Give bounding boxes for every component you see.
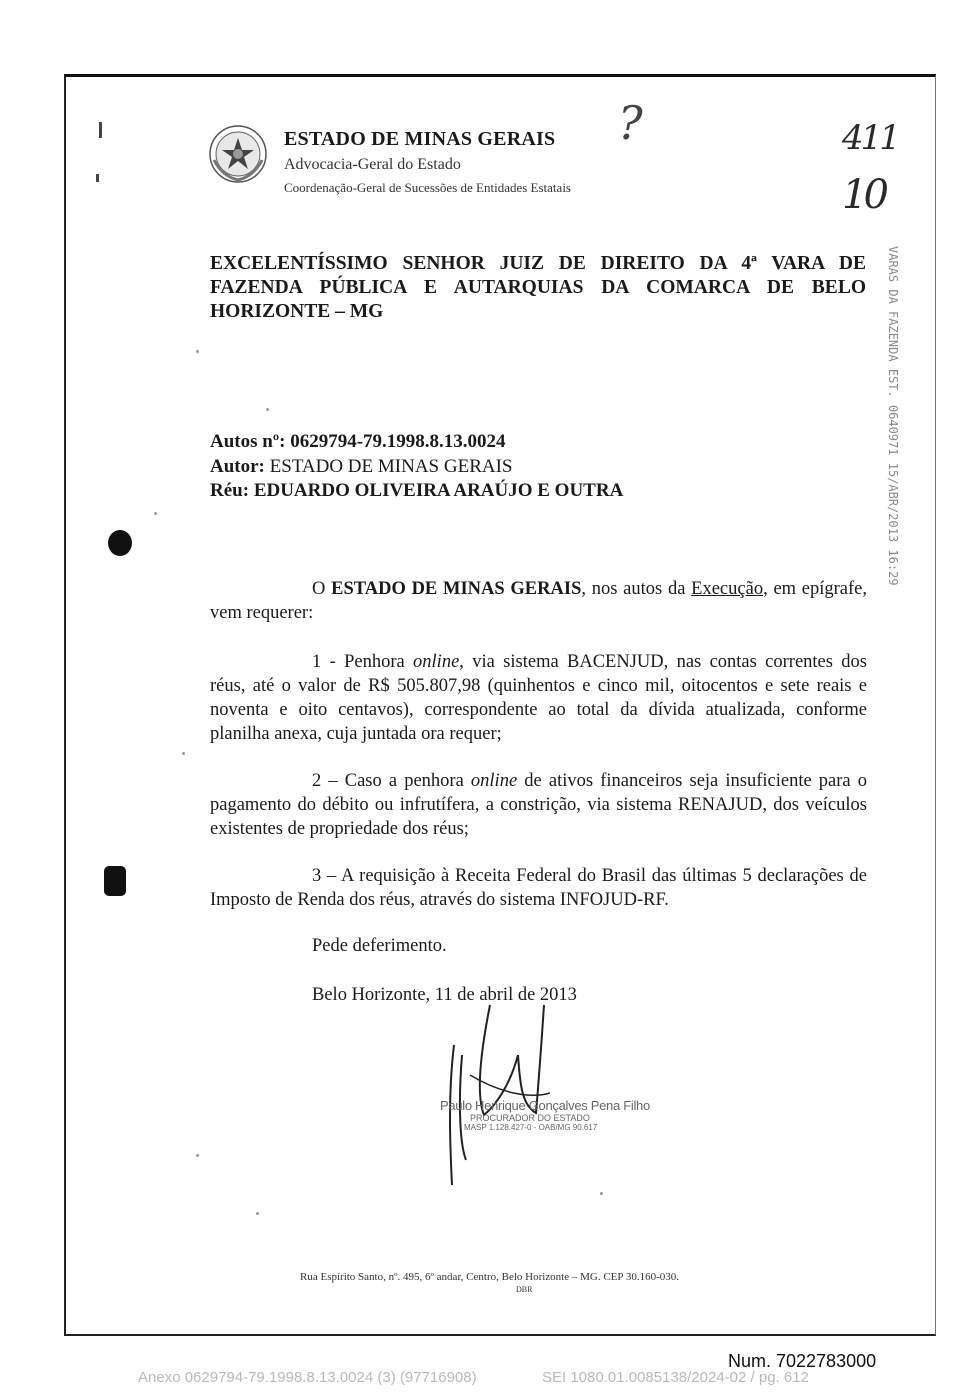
scan-speck [256,1212,259,1215]
signature-stamp [440,1098,650,1132]
handwritten-question-mark: ? [618,96,643,150]
signatory-name: Paulo Henrique Gonçalves Pena Filho [440,1098,650,1113]
closing-request: Pede deferimento. [312,936,447,956]
document-number: Num. 7022783000 [728,1351,877,1371]
plaintiff-row [210,455,623,480]
case-number-row [210,430,623,455]
case-number-label: Autos nº: [210,431,286,452]
case-info [210,430,623,504]
signature-scribble [440,995,600,1195]
item2-rest: de ativos financeiros seja insuficiente para o pagamento do débito ou infrutífera, a constrição, via sistema RENAJUD, dos veículos existentes de propriedade dos réus; [210,771,868,839]
protocol-stamp: VARAS DA FAZENDA EST. 0640971 15/ABR/2013 16:29 [886,246,900,586]
scan-mark [99,122,102,138]
request-item-2 [210,769,867,841]
header-department: Coordenação-Geral de Sucessões de Entidades Estatais [284,180,571,195]
footer-initials: DBR [516,1285,533,1294]
intro-paragraph [210,577,867,625]
item1-start: 1 - Penhora [312,652,405,672]
defendant-row [210,479,623,504]
scan-speck [154,512,157,515]
signatory-registration: MASP 1.128.427-0 - OAB/MG 90.617 [464,1123,598,1132]
item1-rest: , via sistema BACENJUD, nas contas correntes dos réus, até o valor de R$ 505.807,98 (quinhentos e cinco mil, oitocentos e sete reais e noventa e oito centavos), correspondente ao total da dívida atualizada, conforme planilha anexa, cuja juntada ora requer; [210,652,867,744]
scan-speck [196,350,199,353]
intro-lead: O [312,579,326,599]
place-date: Belo Horizonte, 11 de abril de 2013 [312,985,577,1005]
scan-speck [266,408,269,411]
punch-hole-bottom [104,866,126,896]
addressee: EXCELENTÍSSIMO SENHOR JUIZ DE DIREITO DA 4ª VARA DE FAZENDA PÚBLICA E AUTARQUIAS DA COMARCA DE BELO HORIZONTE – MG [210,253,866,322]
intro-middle: , nos autos da [581,579,686,599]
header-subtitle: Advocacia-Geral do Estado [284,156,461,173]
intro-entity: ESTADO DE MINAS GERAIS [331,579,582,599]
item2-start: 2 – Caso a penhora [312,771,464,791]
footer-address: Rua Espírito Santo, nº. 495, 6º andar, Centro, Belo Horizonte – MG. CEP 30.160-030. [300,1271,680,1283]
handwritten-page-number: 411 [842,118,898,158]
coat-of-arms-icon [208,124,268,184]
intro-tail: , em epígrafe, vem requerer: [210,579,868,623]
item2-online: online [470,771,518,791]
scan-mark [96,174,99,182]
request-item-1 [210,650,867,746]
plaintiff-name: ESTADO DE MINAS GERAIS [269,455,513,477]
intro-execution-link: Execução [691,579,764,599]
request-item-3 [210,864,867,912]
item1-online: online [413,652,460,672]
scan-speck [196,1154,199,1157]
annex-reference: Anexo 0629794-79.1998.8.13.0024 (3) (97716908) [138,1369,477,1386]
scan-speck [182,752,185,755]
plaintiff-label: Autor: [210,455,265,477]
defendant-name: EDUARDO OLIVEIRA ARAÚJO E OUTRA [253,480,624,501]
punch-hole-top [108,530,132,556]
item3-text: 3 – A requisição à Receita Federal do Brasil das últimas 5 declarações de Imposto de Renda dos réus, através do sistema INFOJUD-RF. [210,866,867,910]
handwritten-folio: 10 [842,172,885,218]
case-number: 0629794-79.1998.8.13.0024 [290,431,506,452]
defendant-label: Réu: [210,480,250,501]
sei-reference: SEI 1080.01.0085138/2024-02 / pg. 612 [542,1369,809,1386]
scan-speck [600,1192,603,1195]
signatory-role: PROCURADOR DO ESTADO [470,1113,590,1123]
header-title: ESTADO DE MINAS GERAIS [284,128,556,150]
